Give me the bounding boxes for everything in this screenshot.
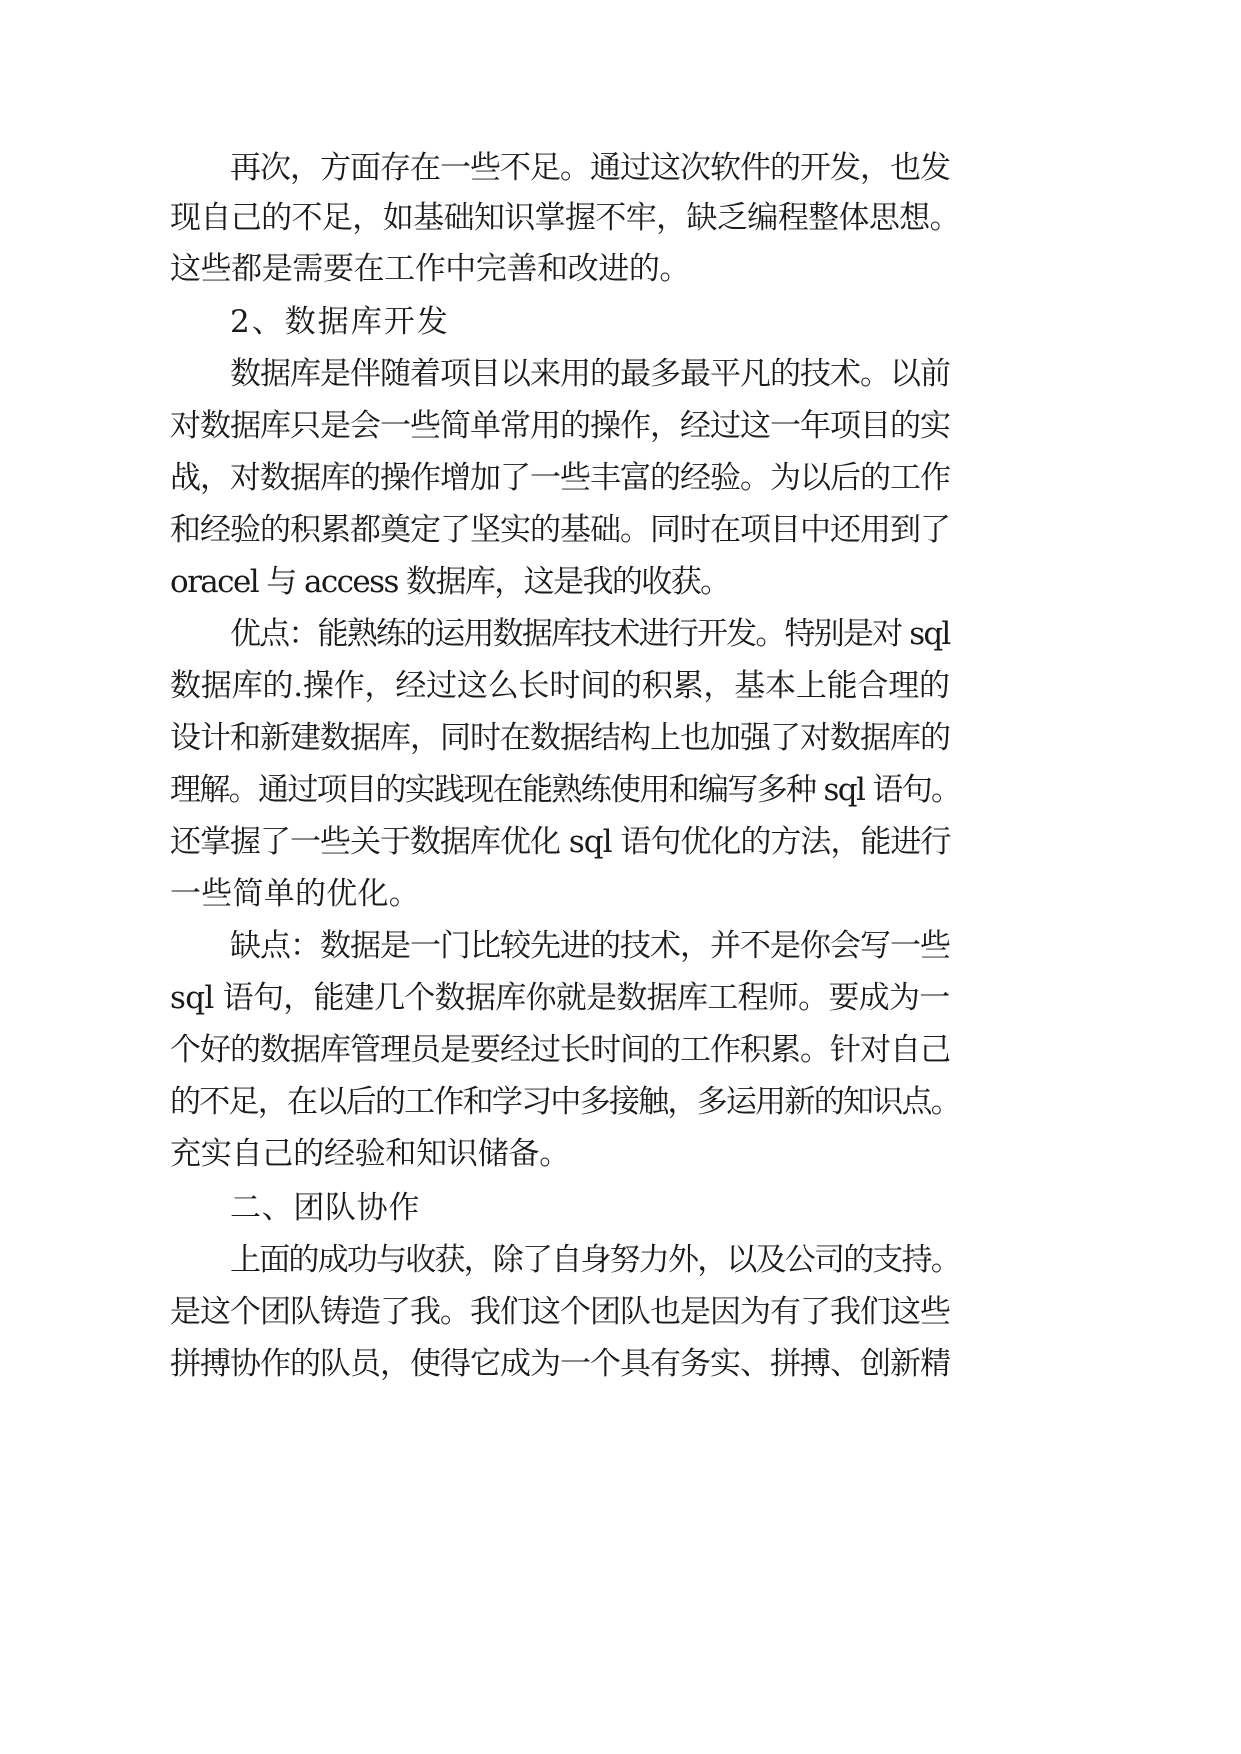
section-heading: 2、数据库开发 bbox=[230, 304, 450, 340]
paragraph-line: 还掌握了一些关于数据库优化 sql 语句优化的方法，能进行 bbox=[170, 824, 951, 860]
paragraph-line: 是这个团队铸造了我。我们这个团队也是因为有了我们这些 bbox=[170, 1294, 950, 1330]
paragraph-line: oracel 与 access 数据库，这是我的收获。 bbox=[170, 564, 730, 600]
paragraph-line: 充实自己的经验和知识储备。 bbox=[170, 1136, 570, 1172]
paragraph-line: 一些简单的优化。 bbox=[170, 876, 420, 912]
paragraph-line: 设计和新建数据库，同时在数据结构上也加强了对数据库的 bbox=[170, 720, 950, 756]
paragraph-line: 再次，方面存在一些不足。通过这次软件的开发，也发 bbox=[230, 150, 950, 186]
paragraph-line: sql 语句，能建几个数据库你就是数据库工程师。要成为一 bbox=[170, 980, 950, 1016]
paragraph-line: 战，对数据库的操作增加了一些丰富的经验。为以后的工作 bbox=[170, 460, 950, 496]
paragraph-line: 这些都是需要在工作中完善和改进的。 bbox=[170, 251, 690, 287]
paragraph-line: 优点：能熟练的运用数据库技术进行开发。特别是对 sql bbox=[230, 616, 950, 652]
paragraph-line: 数据库是伴随着项目以来用的最多最平凡的技术。以前 bbox=[230, 356, 950, 392]
paragraph-line: 现自己的不足，如基础知识掌握不牢，缺乏编程整体思想。 bbox=[170, 200, 960, 236]
paragraph-line: 理解。通过项目的实践现在能熟练使用和编写多种 sql 语句。 bbox=[170, 772, 961, 808]
section-heading: 二、团队协作 bbox=[230, 1190, 420, 1226]
paragraph-line: 对数据库只是会一些简单常用的操作，经过这一年项目的实 bbox=[170, 408, 950, 444]
paragraph-line: 个好的数据库管理员是要经过长时间的工作积累。针对自己 bbox=[170, 1032, 950, 1068]
paragraph-line: 缺点：数据是一门比较先进的技术，并不是你会写一些 bbox=[230, 928, 950, 964]
paragraph-line: 拼搏协作的队员，使得它成为一个具有务实、拼搏、创新精 bbox=[170, 1346, 950, 1382]
paragraph-line: 上面的成功与收获，除了自身努力外，以及公司的支持。 bbox=[230, 1242, 960, 1278]
paragraph-line: 数据库的.操作，经过这么长时间的积累，基本上能合理的 bbox=[170, 668, 950, 704]
paragraph-line: 和经验的积累都奠定了坚实的基础。同时在项目中还用到了 bbox=[170, 512, 950, 548]
paragraph-line: 的不足，在以后的工作和学习中多接触，多运用新的知识点。 bbox=[170, 1084, 960, 1120]
